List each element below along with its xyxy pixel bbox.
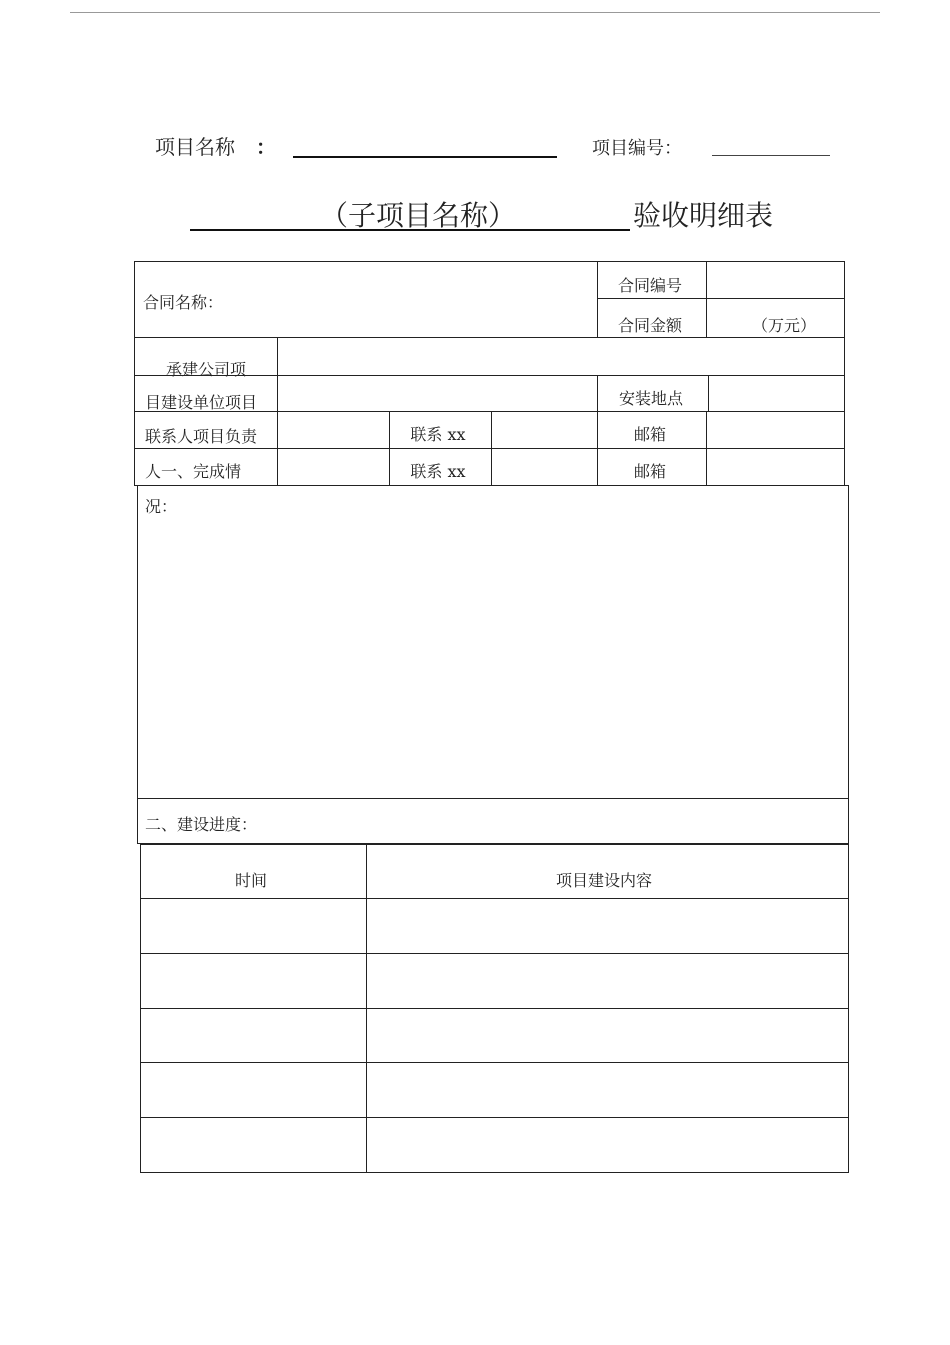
top-rule bbox=[70, 12, 880, 13]
project-number-label: 项目编号： bbox=[592, 138, 682, 159]
email-label-2: 邮箱 bbox=[633, 462, 667, 481]
builder-unit-label: 目建设单位项目 bbox=[145, 393, 258, 412]
email-label-1: 邮箱 bbox=[633, 425, 667, 444]
contract-number-label: 合同编号 bbox=[617, 276, 683, 295]
project-name-blank[interactable] bbox=[293, 156, 557, 158]
install-location-label: 安装地点 bbox=[618, 389, 684, 408]
column-header-content: 项目建设内容 bbox=[555, 871, 653, 890]
page-title: 验收明细表 bbox=[633, 199, 774, 232]
builder-unit-field[interactable] bbox=[278, 376, 596, 411]
contact-phone-label-1: 联系 xx bbox=[410, 425, 466, 444]
table-row[interactable] bbox=[141, 1118, 848, 1172]
contract-amount-label: 合同金额 bbox=[617, 316, 683, 335]
install-location-field[interactable] bbox=[709, 376, 843, 411]
contract-number-field[interactable] bbox=[707, 262, 843, 298]
table-row[interactable] bbox=[141, 954, 848, 1008]
completion-situation-field[interactable] bbox=[140, 515, 846, 795]
contact-person-label: 联系人项目负责 bbox=[145, 427, 258, 446]
contract-amount-unit: （万元） bbox=[751, 316, 817, 335]
project-name-label: 项目名称 bbox=[155, 135, 235, 159]
table-row[interactable] bbox=[141, 1063, 848, 1117]
contract-name-label: 合同名称： bbox=[143, 293, 224, 312]
table-row[interactable] bbox=[141, 899, 848, 953]
project-name-colon: ： bbox=[256, 135, 276, 159]
progress-section-label: 二、建设进度： bbox=[145, 815, 258, 834]
contact-phone-label-2: 联系 xx bbox=[410, 462, 466, 481]
column-header-time: 时间 bbox=[234, 871, 268, 890]
person-completion-label: 人一、完成情 bbox=[145, 462, 242, 481]
builder-company-label: 承建公司项 bbox=[166, 360, 247, 379]
project-number-blank[interactable] bbox=[712, 155, 830, 156]
situation-label: 况： bbox=[145, 497, 178, 516]
table-row[interactable] bbox=[141, 1009, 848, 1062]
sub-project-name-title: （子项目名称） bbox=[320, 199, 517, 232]
builder-company-field[interactable] bbox=[278, 338, 843, 375]
